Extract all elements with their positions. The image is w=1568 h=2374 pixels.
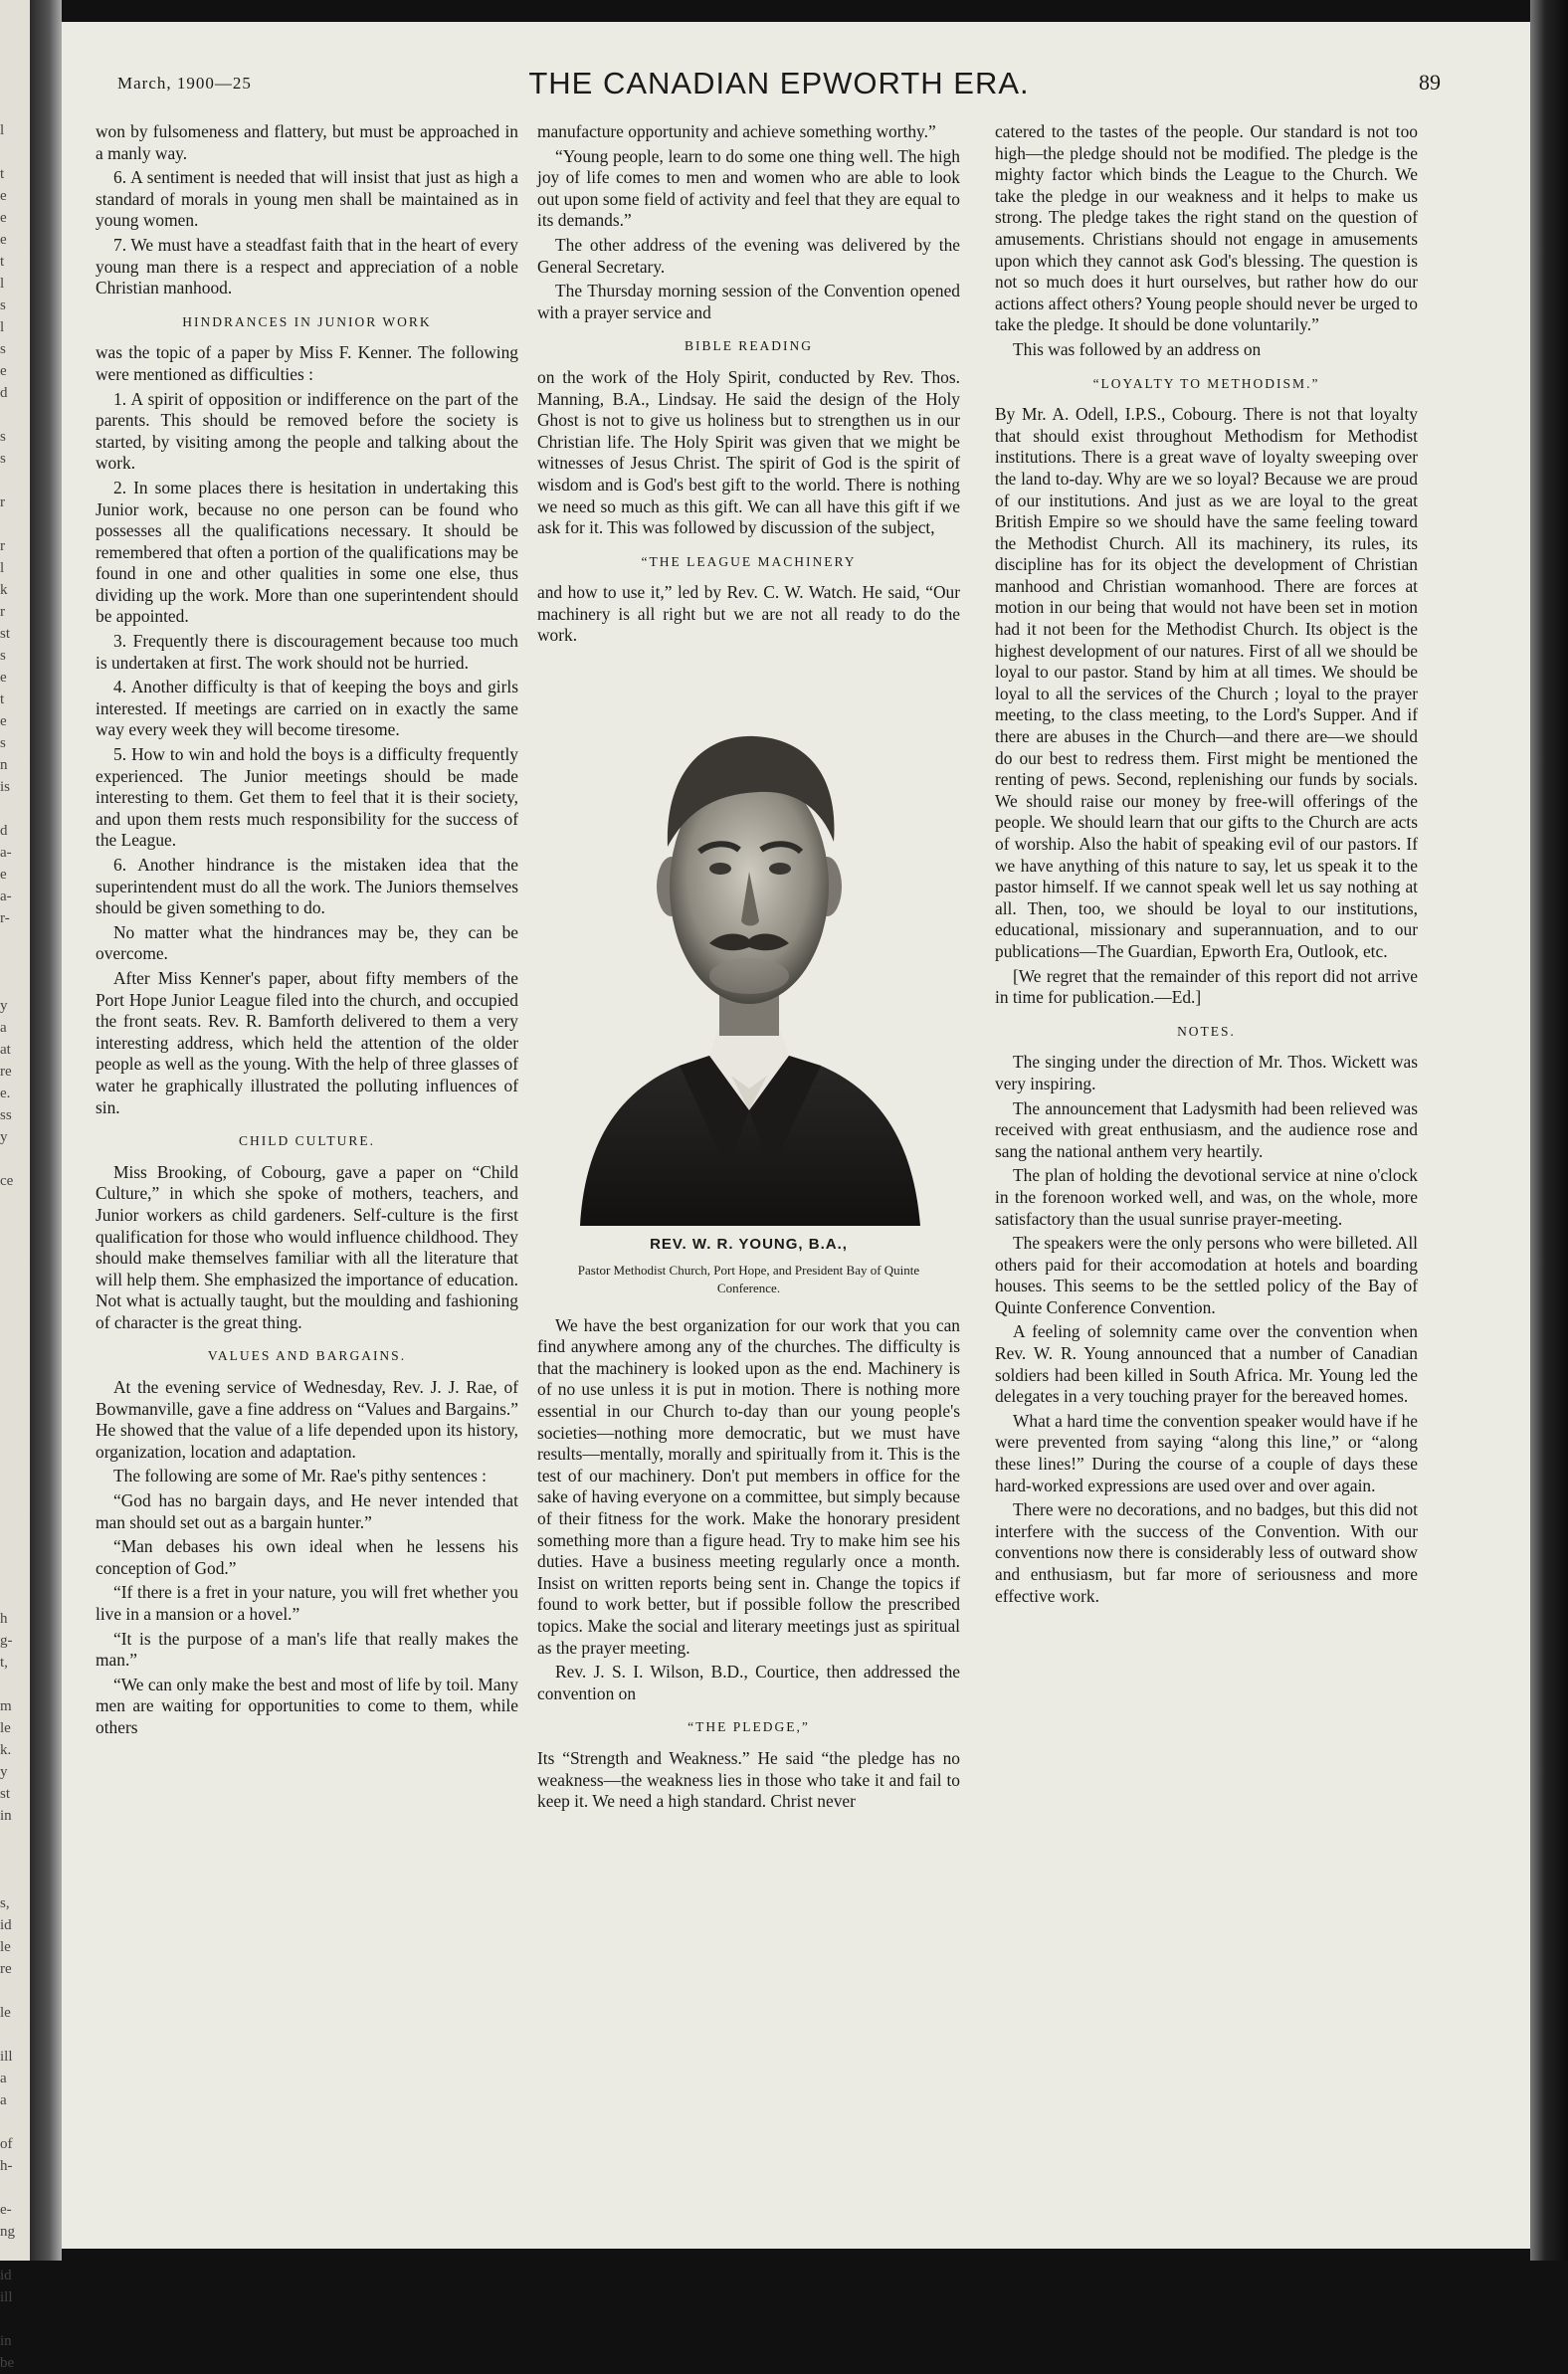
margin-fragment <box>0 1323 28 1345</box>
section-heading: HINDRANCES IN JUNIOR WORK <box>182 313 432 329</box>
paragraph: 6. A sentiment is needed that will insist that just as high a standard of morals in young men shall be maintained as in young women. <box>96 167 518 231</box>
margin-fragment <box>0 1258 28 1280</box>
paragraph: “Young people, learn to do some one thing well. The high joy of life comes to men and women who are able to look out upon some field of activity and feel that they are equal to its demands.” <box>537 145 960 231</box>
margin-fragment: re <box>0 1064 12 1080</box>
paragraph: 7. We must have a steadfast faith that in the heart of every young man there is a respect and appreciation of a noble Christian manhood. <box>96 234 518 298</box>
margin-fragment: t <box>0 692 5 707</box>
margin-fragment <box>0 1148 28 1170</box>
margin-fragment: ill <box>0 2049 13 2065</box>
margin-fragment: t <box>0 254 5 270</box>
paragraph: A feeling of solemnity came over the convention when Rev. W. R. Young announced that a number of Canadian soldiers had been killed in South Africa. Mr. Young led the delegates in a very touching prayer for the bereaved homes. <box>995 1321 1418 1407</box>
margin-fragment <box>0 513 28 535</box>
margin-fragment <box>0 2177 28 2199</box>
margin-fragment: e <box>0 867 7 883</box>
margin-fragment <box>0 1214 28 1236</box>
paragraph: catered to the tastes of the people. Our standard is not too high—the pledge should not be modified. The pledge is the mighty factor which binds the League to the Church. We take the pledge in our weakness and it helps to make us strong. The pledge takes the right stand on the question of amusements. Christians should not engage in amusements upon which they cannot ask God's blessing. The question is not so much does it hurt ourselves, but rather how do our actions affect others? Young people should never be urged to take the pledge. It should be done voluntarily.” <box>995 121 1418 335</box>
margin-fragment: be <box>0 2355 15 2371</box>
portrait-caption-name: REV. W. R. YOUNG, B.A., <box>650 1236 848 1254</box>
margin-fragment: le <box>0 1939 11 1955</box>
margin-fragment: ce <box>0 1173 14 1189</box>
margin-fragment: l <box>0 122 5 138</box>
margin-fragment: r <box>0 495 5 510</box>
margin-fragment: a- <box>0 889 12 904</box>
paragraph: “If there is a fret in your nature, you will fret whether you live in a mansion or a hovel.” <box>96 1582 518 1624</box>
margin-fragment: of <box>0 2136 13 2152</box>
paragraph: was the topic of a paper by Miss F. Kenner. The following were mentioned as difficulties : <box>96 342 518 384</box>
paragraph: 6. Another hindrance is the mistaken idea that the superintendent must do all the work. The Juniors themselves should be given something to do. <box>96 855 518 918</box>
paragraph: won by fulsomeness and flattery, but must be approached in a manly way. <box>96 121 518 163</box>
margin-fragment <box>0 929 28 951</box>
margin-fragment <box>0 2024 28 2046</box>
margin-fragment: t <box>0 166 5 182</box>
paragraph: [We regret that the remainder of this report did not arrive in time for publication.—Ed.] <box>995 965 1418 1008</box>
margin-fragment: e <box>0 210 7 226</box>
margin-fragment: a <box>0 2092 7 2108</box>
paragraph: Miss Brooking, of Cobourg, gave a paper on “Child Culture,” in which she spoke of mothers, teachers, and Junior workers as child gardeners. Self-culture is the first qualification for those who would influence childhood. They should make themselves familiar with all the literature that will help them. She emphasized the importance of education. Not what is actually taught, but the moulding and fashioning of character is the great thing. <box>96 1161 518 1332</box>
margin-fragment <box>0 1827 28 1849</box>
section-heading: BIBLE READING <box>684 338 814 354</box>
margin-fragment: l <box>0 560 5 576</box>
paragraph: The other address of the evening was delivered by the General Secretary. <box>537 234 960 277</box>
margin-fragment: n <box>0 757 8 773</box>
section-heading: CHILD CULTURE. <box>238 1133 375 1149</box>
margin-fragment: a <box>0 1020 7 1036</box>
margin-fragment: ill <box>0 2289 13 2305</box>
margin-fragment <box>0 2243 28 2265</box>
margin-fragment: e <box>0 363 7 379</box>
margin-fragment <box>0 973 28 995</box>
paragraph: and how to use it,” led by Rev. C. W. Watch. He said, “Our machinery is all right but we are not all ready to do the work. <box>537 582 960 646</box>
paragraph: 3. Frequently there is discouragement because too much is undertaken at first. The work should not be hurried. <box>96 631 518 673</box>
margin-fragment <box>0 470 28 492</box>
margin-fragment <box>0 1477 28 1498</box>
margin-fragment <box>0 1433 28 1455</box>
previous-page-margin-text <box>0 119 28 2371</box>
margin-fragment: le <box>0 2005 11 2021</box>
margin-fragment: k. <box>0 1742 12 1758</box>
column-middle <box>537 121 960 1816</box>
margin-fragment <box>0 1674 28 1695</box>
paragraph: After Miss Kenner's paper, about fifty members of the Port Hope Junior League filed into the church, and occupied the front seats. Rev. R. Bamforth delivered to them a very interesting address, which held the attention of the older people as well as the young. With the help of three glasses of water he graphically illustrated the polluting influences of sin. <box>96 967 518 1117</box>
paragraph: The singing under the direction of Mr. Thos. Wickett was very inspiring. <box>995 1052 1418 1093</box>
margin-fragment: id <box>0 1917 12 1933</box>
margin-fragment <box>0 1455 28 1477</box>
page-number: 89 <box>1419 70 1441 95</box>
margin-fragment: is <box>0 779 11 795</box>
margin-fragment <box>0 2308 28 2330</box>
margin-fragment <box>0 1586 28 1608</box>
paragraph: 2. In some places there is hesitation in undertaking this Junior work, because no one person can be found who possesses all the qualifications necessary. It should be remembered that often a portion of the qualifications may be found in one and other qualities in some one else, thus dividing up the work. More than one superintendent should be appointed. <box>96 477 518 627</box>
margin-fragment <box>0 1389 28 1411</box>
margin-fragment: r- <box>0 910 10 926</box>
paragraph: 4. Another difficulty is that of keeping the boys and girls interested. If meetings are carried on in exactly the same way every week they will become tiresome. <box>96 677 518 740</box>
paragraph: manufacture opportunity and achieve something worthy.” <box>537 121 936 141</box>
margin-fragment: in <box>0 1808 12 1824</box>
paragraph: 5. How to win and hold the boys is a difficulty frequently experienced. The Junior meetings should be made interesting to them. Get them to feel that it is their society, and upon them rests much responsibility for the success of the League. <box>96 744 518 851</box>
margin-fragment: a- <box>0 845 12 861</box>
margin-fragment <box>0 1345 28 1367</box>
paragraph: “We can only make the best and most of life by toil. Many men are waiting for opportunities to come to them, while others <box>96 1674 518 1737</box>
margin-fragment: at <box>0 1042 11 1058</box>
margin-fragment <box>0 1520 28 1542</box>
margin-fragment: ng <box>0 2224 15 2240</box>
paragraph: on the work of the Holy Spirit, conducted by Rev. Thos. Manning, B.A., Lindsay. He said the design of the Holy Ghost is not to give us holiness but to strengthen us in our Christian life. The Holy Spirit was given that we might be witnesses of Jesus Christ. The spirit of God is the spirit of wisdom and is God's best gift to the world. There is nothing we need so much as this gift. We can all have this gift if we ask for it. This was followed by discussion of the subject, <box>537 366 960 538</box>
margin-fragment <box>0 1280 28 1301</box>
margin-fragment: ss <box>0 1107 12 1123</box>
paragraph: At the evening service of Wednesday, Rev. J. J. Rae, of Bowmanville, gave a fine address on “Values and Bargains.” He showed that the value of a life depended upon its history, organization, location and adaptation. <box>96 1377 518 1462</box>
paragraph: The plan of holding the devotional service at nine o'clock in the forenoon worked well, and was, on the whole, more satisfactory than the usual sunrise prayer-meeting. <box>995 1165 1418 1229</box>
paragraph: The following are some of Mr. Rae's pithy sentences : <box>113 1466 488 1486</box>
paragraph: Rev. J. S. I. Wilson, B.D., Courtice, then addressed the convention on <box>537 1662 960 1703</box>
margin-fragment <box>0 1980 28 2002</box>
margin-fragment: e <box>0 188 7 204</box>
paragraph: The speakers were the only persons who were billeted. All others paid for their accomodation at hotels and boarding houses. This seems to be the settled policy of the Bay of Quinte Conference Convention. <box>995 1233 1418 1317</box>
margin-fragment <box>0 951 28 973</box>
margin-fragment: id <box>0 2268 12 2283</box>
paragraph: No matter what the hindrances may be, they can be overcome. <box>96 921 518 964</box>
paragraph: What a hard time the convention speaker would have if he were prevented from saying “along this line,” or “along these lines!” During the course of a couple of days these hard-worked expressions are used over and over again. <box>995 1410 1418 1495</box>
column-left <box>96 121 518 1742</box>
section-heading: “THE PLEDGE,” <box>687 1719 810 1735</box>
margin-fragment: h- <box>0 2158 13 2174</box>
portrait-caption-description: Pastor Methodist Church, Port Hope, and President Bay of Quinte Conference. <box>577 1262 920 1295</box>
margin-fragment: e. <box>0 1086 11 1101</box>
margin-fragment <box>0 798 28 820</box>
section-heading: “LOYALTY TO METHODISM.” <box>1092 375 1320 391</box>
margin-fragment <box>0 141 28 163</box>
margin-fragment: st <box>0 626 11 642</box>
paragraph: The Thursday morning session of the Convention opened with a prayer service and <box>537 281 960 322</box>
margin-fragment: in <box>0 2333 12 2349</box>
margin-fragment <box>0 1236 28 1258</box>
section-heading: NOTES. <box>1177 1023 1236 1039</box>
margin-fragment <box>0 1367 28 1389</box>
margin-fragment: r <box>0 604 5 620</box>
margin-fragment: s <box>0 297 6 313</box>
paragraph: We have the best organization for our work that you can find anywhere among any of the churches. The difficulty is that the machinery is looked upon as the end. Machinery is of no use unless it is put in motion. There is nothing more essential in our Church to-day than our young people's societies—nothing more democratic, but we must have results—mentally, morally and spiritually from it. This is the test of our machinery. Don't put members in office for the sake of having everyone on a committee, but simply because of their fitness for the work. Make the honorary president something more than a figure head. Try to make him see his duties. Have a business meeting regularly once a month. Insist on written reports being sent in. Change the topics if found to work better, but if possible follow the prescribed topics. Make the social and literary meetings just as spiritual as the prayer meeting. <box>537 1314 960 1658</box>
margin-fragment: l <box>0 319 5 335</box>
column-right <box>995 121 1418 1610</box>
margin-fragment: d <box>0 385 8 401</box>
paragraph: “It is the purpose of a man's life that really makes the man.” <box>96 1628 518 1671</box>
margin-fragment <box>0 1871 28 1892</box>
masthead-title: THE CANADIAN EPWORTH ERA. <box>528 66 1030 100</box>
margin-fragment: s <box>0 341 6 357</box>
margin-fragment <box>0 1542 28 1564</box>
margin-fragment: y <box>0 1764 8 1780</box>
margin-fragment <box>0 1849 28 1871</box>
header-date: March, 1900—25 <box>117 74 252 93</box>
margin-fragment: r <box>0 538 5 554</box>
margin-fragment: e <box>0 670 7 686</box>
margin-fragment <box>0 1192 28 1214</box>
paragraph: The announcement that Ladysmith had been relieved was received with great enthusiasm, and the audience rose and sang the national anthem very heartily. <box>995 1097 1418 1161</box>
paragraph: Its “Strength and Weakness.” He said “the pledge has no weakness—the weakness lies in those who take it and fail to keep it. We need a high standard. Christ never <box>537 1747 960 1812</box>
margin-fragment: y <box>0 1129 8 1145</box>
margin-fragment: s <box>0 735 6 751</box>
margin-fragment: k <box>0 582 8 598</box>
page-header <box>117 66 1441 105</box>
paragraph: “God has no bargain days, and He never intended that man should set out as a bargain hunter.” <box>96 1490 518 1532</box>
margin-fragment: st <box>0 1786 11 1802</box>
margin-fragment: y <box>0 998 8 1014</box>
paragraph: 1. A spirit of opposition or indifference on the part of the parents. This should be removed before the society is started, by visiting among the people and talking about the work. <box>96 388 518 474</box>
margin-fragment <box>0 404 28 426</box>
paragraph: This was followed by an address on <box>1013 338 1262 359</box>
margin-fragment: e <box>0 232 7 248</box>
margin-fragment: s, <box>0 1895 10 1911</box>
page-edge-shadow <box>1530 0 1568 2261</box>
section-heading: “THE LEAGUE MACHINERY <box>641 553 857 569</box>
margin-fragment: l <box>0 276 5 292</box>
margin-fragment: le <box>0 1720 11 1736</box>
portrait-photo <box>560 673 938 1226</box>
margin-fragment: g- <box>0 1633 13 1649</box>
margin-fragment <box>0 1411 28 1433</box>
paragraph: By Mr. A. Odell, I.P.S., Cobourg. There is not that loyalty that should exist throughout Methodism for Methodist institutions. There is a great wave of loyalty sweeping over the land to-day. Why are we so loyal? Because we are proud of our institutions. And just as we are loyal to the great British Empire so we should have the same feeling toward the Methodist Church. All its machinery, its rules, its discipline has for its object the development of Christian manhood and Christian womanhood. There are forces at motion in our being that would not have been set in motion had it not been for the Methodist Church. Its object is the highest development of our natures. First of all we should be loyal to our pastor. Stand by him at all times. We should be loyal to all the services of the Church ; loyal to the prayer meeting, to the class meeting, to the Lord's Supper. And if there are abuses in the Church—and there are—we should do our best to redress them. First might be mentioned the renting of pews. Second, replenishing our funds by socials. We should raise our money by free-will offerings of the people. We should learn that our gifts to the Church are acts of worship. Also the habit of speaking evil of our pastors. If we have anything of this nature to say, let us speak it to the pastor himself. If we cannot speak well let us say nothing at all. Then, too, we should be loyal to our institutions, educational, missionary and superannuation, and to our publications—The Guardian, Epworth Era, Outlook, etc. <box>995 404 1418 961</box>
margin-fragment: e- <box>0 2202 12 2218</box>
margin-fragment: re <box>0 1961 12 1977</box>
margin-fragment: s <box>0 451 6 467</box>
paragraph: There were no decorations, and no badges, but this did not interfere with the success of the Convention. With our conventions now there is considerably less of outward show and enthusiasm, but far more of seriousness and more effective work. <box>995 1499 1418 1606</box>
portrait-figure <box>537 673 960 1297</box>
paragraph: “Man debases his own ideal when he lessens his conception of God.” <box>96 1536 518 1578</box>
margin-fragment: s <box>0 648 6 664</box>
previous-page-strip <box>0 0 30 2371</box>
margin-fragment: h <box>0 1611 8 1627</box>
margin-fragment: s <box>0 429 6 445</box>
margin-fragment <box>0 1564 28 1586</box>
margin-fragment <box>0 1301 28 1323</box>
margin-fragment: d <box>0 823 8 839</box>
margin-fragment: m <box>0 1698 12 1714</box>
margin-fragment: a <box>0 2071 7 2086</box>
margin-fragment: e <box>0 713 7 729</box>
margin-fragment: t, <box>0 1655 8 1671</box>
book-gutter <box>30 0 62 2261</box>
section-heading: VALUES AND BARGAINS. <box>207 1348 407 1364</box>
margin-fragment <box>0 1498 28 1520</box>
margin-fragment <box>0 2111 28 2133</box>
